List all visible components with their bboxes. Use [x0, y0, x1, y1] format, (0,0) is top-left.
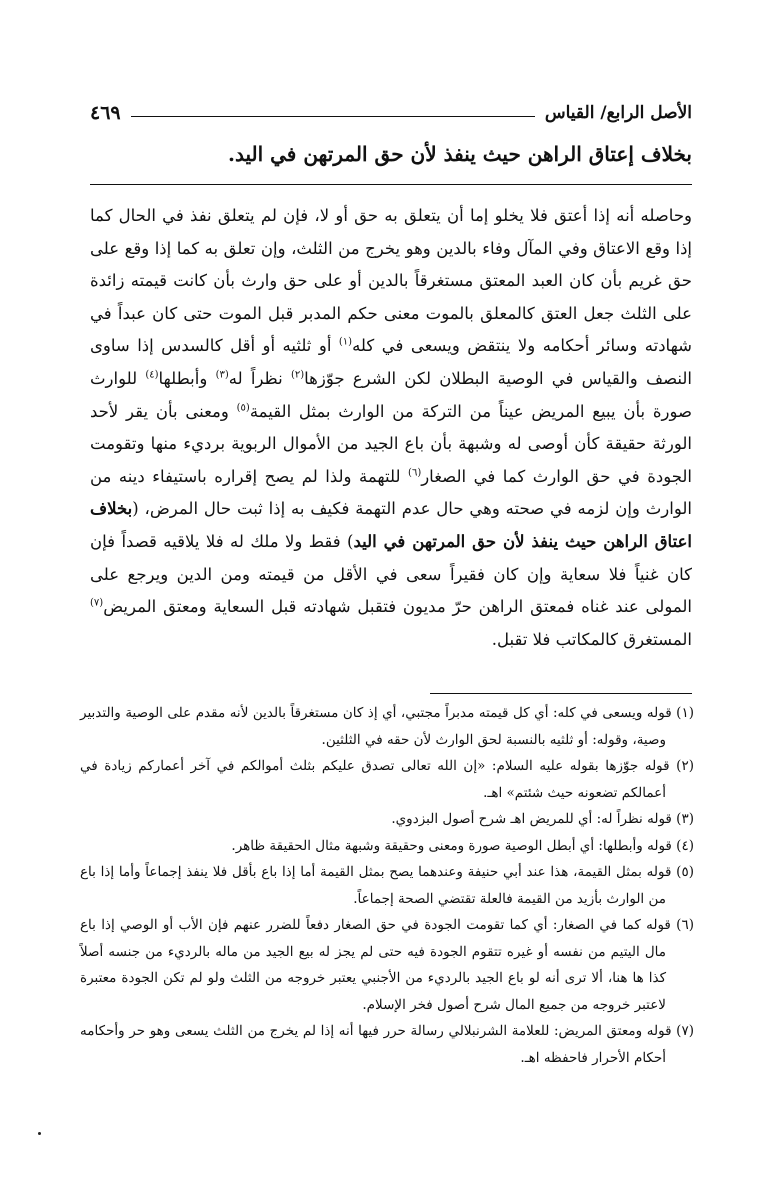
matn-separator [90, 184, 692, 185]
footnote-5: (٥) قوله بمثل القيمة، هذا عند أبي حنيفة وعندهما يصح بمثل القيمة أما إذا باع بأقل فلا ينفذ إجماعاً وأما إذا باع من الوارث بأزيد من القيمة فالعلة تقتضي الصحة إجماعاً. [80, 864, 694, 907]
footnote-ref-7[interactable]: (٧) [90, 597, 104, 609]
footnote-separator [430, 693, 692, 694]
footnote-ref-4[interactable]: (٤) [145, 369, 159, 381]
scan-speck [38, 1132, 41, 1135]
footnote-ref-2[interactable]: (٢) [290, 369, 305, 381]
footnote-2: (٢) قوله جوّزها بقوله عليه السلام: «إن الله تعالى تصدق عليكم بثلث أموالكم في آخر أعماركم زيادة في أعمالكم تضعونه حيث شئتم» اهـ. [80, 758, 694, 801]
quoted-matn: بخلاف اعتاق الراهن حيث ينفذ لأن حق المرتهن في اليد [90, 499, 692, 551]
commentary-segment: المستغرق كالمكاتب فلا تقبل. [491, 629, 692, 649]
commentary-segment: للوارث صورة بأن يبيع المريض عيناً من التركة من الوارث بمثل القيمة [90, 368, 692, 421]
footnote-1: (١) قوله ويسعى في كله: أي كل قيمته مدبراً مجتبي، أي إذ كان مستغرقاً بالدين لأنه مقدم على الوصية والتدبير وصية، وقوله: أو ثلثيه بالنسبة لحق الوارث لأن حقه في الثلثين. [80, 705, 694, 748]
footnote-ref-3[interactable]: (٣) [215, 369, 229, 381]
commentary-segment: ومعنى بأن يقر لأحد الورثة حقيقة كأن أوصى له وشبهة بأن باع الجيد من الأموال الربوية برديء منها وتقومت الجودة في حق الوارث كما في الصغار [90, 401, 692, 486]
footnote-ref-5[interactable]: (٥) [236, 402, 250, 414]
footnote-4: (٤) قوله وأبطلها: أي أبطل الوصية صورة ومعنى وحقيقة وشبهة مثال الحقيقة ظاهر. [231, 837, 694, 854]
footnote-ref-6[interactable]: (٦) [408, 467, 422, 479]
footnotes-section [80, 700, 694, 1071]
commentary-segment: نظراً له [228, 368, 291, 388]
commentary-text [90, 200, 692, 656]
commentary-segment: أو ثلثيه أو أقل كالسدس إذا ساوى النصف والقياس في الوصية البطلان لكن الشرع جوّزها [90, 336, 692, 388]
chapter-title: الأصل الرابع/ القياس [544, 103, 692, 123]
commentary-segment: وحاصله أنه إذا أعتق فلا يخلو إما أن يتعلق به حق أو لا، فإن لم يتعلق نفذ في الحال كما إذا وقع الاعتاق وفي المآل وفاء بالدين وهو يخرج من الثلث، وإن تعلق به كما إذا وقع على حق غريم بأن كان العبد المعتق مستغرقاً بالدين أو على حق وارث بأن كانت قيمته زائدة على الثلث جعل العتق كالمعلق بالموت معنى حكم المدبر قبل الموت حتى كان عبداً في شهادته وسائر أحكامه ولا ينتقض ويسعى في كله [90, 206, 692, 356]
commentary-segment: للتهمة ولذا لم يصح إقراره باستيفاء دينه من الوارث وإن لزمه في صحته وهي حال عدم التهمة فكيف به إذا ثبت حال المرض، ( [90, 466, 692, 519]
page-number: ٤٦٩ [90, 102, 121, 124]
running-header [90, 96, 692, 130]
footnote-3: (٣) قوله نظراً له: أي للمريض اهـ شرح أصول البزدوي. [391, 811, 694, 827]
footnote-6: (٦) قوله كما في الصغار: أي كما تقومت الجودة في حق الصغار دفعاً للضرر عنهم فإن الأب أو الوصي إذا باع مال اليتيم من نفسه أو غيره تتقوم الجودة فيه حتى لم يجز له بيع الجيد من ماله بالرديء من جنسه أصلاً كذا ها هنا، ألا ترى أنه لو باع الجيد بالرديء من الأجنبي يعتبر خروجه من الثلث ولو لم تكن الجودة معتبرة لاعتبر خروجه من جميع المال شرح أصول فخر الإسلام. [80, 917, 694, 1013]
footnote-7: (٧) قوله ومعتق المريض: للعلامة الشرنبلالي رسالة حرر فيها أنه إذا لم يخرج من الثلث يسعى وهو حر وأحكامه أحكام الأحرار فاحفظه اهـ. [80, 1023, 694, 1066]
matn-text: بخلاف إعتاق الراهن حيث ينفذ لأن حق المرتهن في اليد. [228, 142, 692, 166]
commentary-segment: ) فقط ولا ملك له فلا يلاقيه قصداً فإن كان غنياً فلا سعاية وإن كان فقيراً سعى في الأقل من قيمته ومن الدين ويرجع على المولى عند غناه فمعتق الراهن حرّ مديون فتقبل شهادته قبل السعاية ومعتق المريض [90, 531, 692, 617]
commentary-segment: وأبطلها [158, 368, 216, 388]
footnote-ref-1[interactable]: (١) [338, 336, 353, 348]
header-rule [131, 116, 535, 117]
